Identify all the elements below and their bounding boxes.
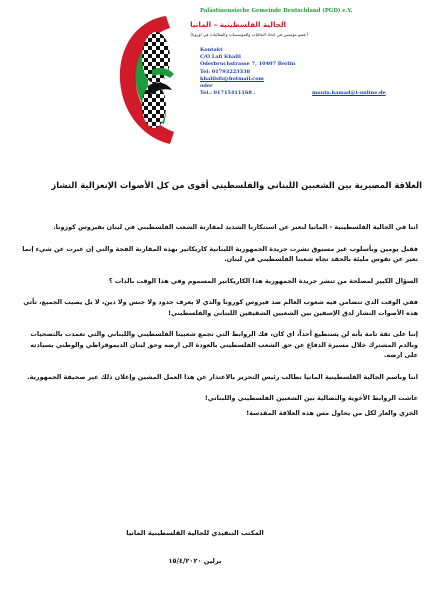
letter-title: العلاقة المصيرية بين الشعبين اللبناني والفلسطيني أقوى من كل الأصوات الإنعزالية النشاز (51, 180, 422, 190)
paragraph: اننا في الجالية الفلسطينية - المانيا لنعبر عن استنكارنا الشديد لمقارنة الشعب الفلسطيني في لبنان بفيروس كورونا. (53, 223, 418, 231)
contact-street: Oderbruchstrasse 7, 10407 Berlin (200, 61, 296, 68)
pgd-logo-icon (108, 6, 188, 152)
contact-row-2 (200, 90, 426, 97)
paragraph: السؤال الكبير لمصلحة من تنشر جريدة الجمهورية هذا الكاريكاتير المسموم وفي هذا الوقت بالذات ؟ (108, 276, 418, 285)
letter-body (18, 222, 418, 429)
paragraph: فقبل يومين وبأسلوب غير مسبوق نشرت جريدة الجمهورية اللبنانية كاريكاتير بهذه المقارنة الفجة والتي إن عبرت عن شيء إنما تعبر عن نفوس مليئة بالحقد تجاه شعبنا الفلسطيني في لبنان. (22, 244, 418, 263)
org-name-german: Palästinensische Gemeinde Deutschland (PGD) e.V. (200, 8, 353, 14)
letter-date: برلين ١٥/٤/٢٠٢٠ (168, 557, 222, 565)
paragraph: إننا على ثقة تامة بأنه لن يستطيع أحداً، اي كان، فك الروابط التي تجمع شعبينا الفلسطيني واللبناني والتي تعمدت بالتضحيات وبالدم المشترك خلال مسيرة الدفاع عن حق الشعب الفلسطيني بالعودة الى ارضه وحق لبنان الديموقراطي والوطني بسيادته على ارضه. (30, 330, 418, 359)
paragraph: اننا وباسم الجالية الفلسطينية المانيا نطالب رئيس التحرير بالاعتذار عن هذا العمل المشين وإعلان ذلك عبر صحيفة الجمهورية. (27, 372, 418, 381)
contact-or: oder (200, 83, 213, 90)
letterhead (190, 8, 426, 97)
contact-label: Kontakt (200, 47, 223, 53)
paragraph: الخزي والعار لكل من يحاول مس هذه العلاقة المقدسة! (246, 408, 418, 417)
org-name-arabic: الجالية الفلسطينية – المانيا (190, 20, 286, 29)
contact-email-1[interactable]: khalilsfs@hotmail.com (200, 75, 264, 82)
contact-block (200, 47, 426, 97)
paragraph: عاشت الروابط الأخوية والنضالية بين الشعبين الفلسطيني واللبناني! (204, 394, 418, 402)
org-subtitle: (عضو مؤسس في اتحاد الجاليات والمؤسسات والفعاليات في اوروبا) (190, 32, 308, 37)
contact-email-2[interactable]: mouin.hamad@t-online.de (312, 90, 386, 97)
contact-tel-1: Tel: 01793223338 (200, 68, 251, 75)
signature-block (30, 528, 360, 566)
signature: المكتب التنفيذي للجالية الفلسطينية المانيا (126, 529, 264, 537)
contact-tel-2: Tel.: 01715411168 . (200, 90, 256, 97)
paragraph: ففي الوقت الذي تتضامن فيه شعوب العالم ضد فيروس كورونا والذي لا يعرف حدود ولا جنس ولا دين، لا بل يصيب الجميع، تأتي هذه الأصوات النشاز لدق الإسفين بين الشعبين الشقيقين اللبناني والفلسطيني! (23, 298, 418, 317)
contact-name: C/O Lafi Khalil (200, 54, 241, 61)
